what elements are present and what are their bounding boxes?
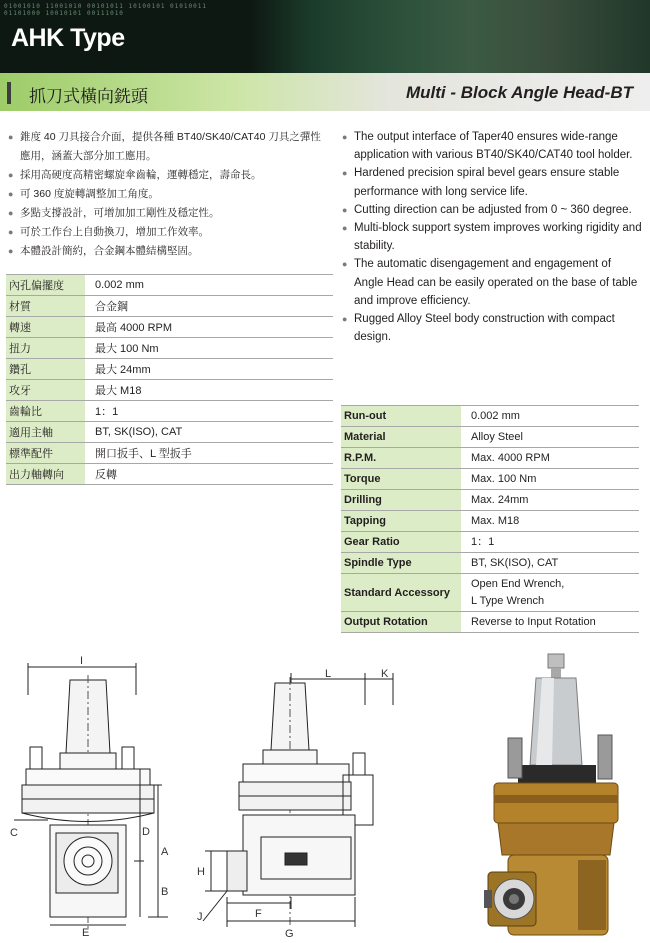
spec-value: 最大 M18 bbox=[85, 380, 333, 401]
spec-value: Max. 4000 RPM bbox=[461, 448, 639, 469]
list-item: ● Rugged Alloy Steel body construction with compact design. bbox=[342, 310, 642, 346]
page-title: AHK Type bbox=[11, 24, 125, 52]
spec-table-english bbox=[341, 405, 639, 633]
table-row bbox=[6, 296, 333, 317]
dim-label-e: E bbox=[82, 927, 90, 939]
list-item: ● Cutting direction can be adjusted from 0 ~ 360 degree. bbox=[342, 201, 642, 219]
table-row bbox=[341, 427, 639, 448]
spec-value: 0.002 mm bbox=[461, 406, 639, 427]
subtitle-english: Multi - Block Angle Head-BT bbox=[406, 83, 633, 102]
table-row bbox=[6, 380, 333, 401]
dim-label-d: D bbox=[142, 826, 150, 838]
list-item: ● 採用高硬度高精密螺旋傘齒輪，運轉穩定，壽命長。 bbox=[8, 166, 328, 185]
list-item: ● 可 360 度旋轉調整加工角度。 bbox=[8, 185, 328, 204]
spec-key: Standard Accessory bbox=[341, 574, 461, 612]
table-row bbox=[341, 511, 639, 532]
table-row bbox=[6, 401, 333, 422]
bullet-icon: ● bbox=[342, 223, 348, 234]
table-row bbox=[341, 532, 639, 553]
dim-label-j: J bbox=[197, 911, 203, 923]
spec-value: 最高 4000 RPM bbox=[85, 317, 333, 338]
header-banner bbox=[0, 0, 650, 73]
spec-key: Torque bbox=[341, 469, 461, 490]
bullet-icon: ● bbox=[342, 259, 348, 270]
spec-key: Tapping bbox=[341, 511, 461, 532]
table-row bbox=[6, 443, 333, 464]
spec-key: 材質 bbox=[6, 296, 85, 317]
spec-value: Max. 24mm bbox=[461, 490, 639, 511]
subtitle-bar bbox=[0, 73, 650, 111]
dim-label-g: G bbox=[285, 928, 294, 940]
spec-key: Spindle Type bbox=[341, 553, 461, 574]
feature-list-chinese bbox=[8, 128, 328, 261]
header-product-photo bbox=[250, 0, 650, 73]
spec-value: 最大 100 Nm bbox=[85, 338, 333, 359]
table-row bbox=[341, 490, 639, 511]
feature-list-english bbox=[342, 128, 642, 346]
table-row bbox=[6, 422, 333, 443]
binary-decoration: 01001010 11001010 00101011 10100101 01010011 01101000 10010101 00111010 bbox=[4, 3, 207, 17]
list-item: ● 本體設計簡約，合金鋼本體結構堅固。 bbox=[8, 242, 328, 261]
product-photo bbox=[478, 650, 638, 940]
spec-value: Max. M18 bbox=[461, 511, 639, 532]
list-item: ● 錐度 40 刀具接合介面，提供各種 BT40/SK40/CAT40 刀具之彈性應用，涵蓋大部分加工應用。 bbox=[8, 128, 328, 166]
bullet-icon: ● bbox=[8, 132, 14, 142]
subtitle-marker bbox=[7, 82, 11, 104]
table-row bbox=[341, 612, 639, 633]
side-view-drawing bbox=[193, 665, 403, 940]
spec-value: 1：1 bbox=[85, 401, 333, 422]
dim-label-h: H bbox=[197, 866, 205, 878]
table-row bbox=[6, 275, 333, 296]
spec-key: 標準配件 bbox=[6, 443, 85, 464]
dim-label-f: F bbox=[255, 908, 262, 920]
spec-key: 鑽孔 bbox=[6, 359, 85, 380]
list-item: ● 多點支撐設計，可增加加工剛性及穩定性。 bbox=[8, 204, 328, 223]
spec-key: 齒輪比 bbox=[6, 401, 85, 422]
spec-key: 攻牙 bbox=[6, 380, 85, 401]
bullet-icon: ● bbox=[342, 132, 348, 142]
spec-value: 最大 24mm bbox=[85, 359, 333, 380]
bullet-icon: ● bbox=[8, 227, 14, 237]
spec-value: Open End Wrench, L Type Wrench bbox=[461, 574, 639, 612]
spec-key: 扭力 bbox=[6, 338, 85, 359]
dim-label-c: C bbox=[10, 827, 18, 839]
bullet-icon: ● bbox=[342, 204, 348, 215]
table-row bbox=[341, 574, 639, 612]
dim-label-a: A bbox=[161, 846, 169, 858]
spec-value: BT, SK(ISO), CAT bbox=[85, 422, 333, 443]
bullet-icon: ● bbox=[342, 314, 348, 325]
spec-key: 轉速 bbox=[6, 317, 85, 338]
spec-value: Alloy Steel bbox=[461, 427, 639, 448]
bullet-icon: ● bbox=[8, 170, 14, 180]
spec-value: BT, SK(ISO), CAT bbox=[461, 553, 639, 574]
table-row bbox=[6, 464, 333, 485]
spec-key: Gear Ratio bbox=[341, 532, 461, 553]
spec-value: 合金鋼 bbox=[85, 296, 333, 317]
list-item: ● The automatic disengagement and engagement of Angle Head can be easily operated on the base of table and improve efficiency. bbox=[342, 255, 642, 310]
dim-label-k: K bbox=[381, 668, 389, 680]
spec-value: Max. 100 Nm bbox=[461, 469, 639, 490]
table-row bbox=[341, 448, 639, 469]
spec-value: 0.002 mm bbox=[85, 275, 333, 296]
table-row bbox=[6, 338, 333, 359]
spec-value: 反轉 bbox=[85, 464, 333, 485]
spec-key: R.P.M. bbox=[341, 448, 461, 469]
table-row bbox=[341, 553, 639, 574]
table-row bbox=[341, 406, 639, 427]
subtitle-chinese: 抓刀式橫向銑頭 bbox=[29, 87, 148, 106]
table-row bbox=[341, 469, 639, 490]
list-item: ● Multi-block support system improves working rigidity and stability. bbox=[342, 219, 642, 255]
front-view-drawing bbox=[8, 655, 188, 940]
bullet-icon: ● bbox=[8, 246, 14, 256]
dim-label-l: L bbox=[325, 668, 332, 680]
spec-key: Material bbox=[341, 427, 461, 448]
spec-key: Run-out bbox=[341, 406, 461, 427]
table-row bbox=[6, 317, 333, 338]
spec-key: Output Rotation bbox=[341, 612, 461, 633]
dim-label-b: B bbox=[161, 886, 169, 898]
bullet-icon: ● bbox=[342, 168, 348, 179]
bullet-icon: ● bbox=[8, 189, 14, 199]
list-item: ● The output interface of Taper40 ensures wide-range application with various BT40/SK40/CAT40 tool holder. bbox=[342, 128, 642, 164]
spec-key: 內孔偏擺度 bbox=[6, 275, 85, 296]
table-row bbox=[6, 359, 333, 380]
spec-value: 開口扳手、L 型扳手 bbox=[85, 443, 333, 464]
spec-table-chinese bbox=[6, 274, 333, 485]
dim-label-i: I bbox=[80, 655, 84, 667]
spec-value: Reverse to Input Rotation bbox=[461, 612, 639, 633]
spec-key: 出力軸轉向 bbox=[6, 464, 85, 485]
list-item: ● Hardened precision spiral bevel gears ensure stable performance with long service life. bbox=[342, 164, 642, 200]
spec-key: 適用主軸 bbox=[6, 422, 85, 443]
spec-key: Drilling bbox=[341, 490, 461, 511]
bullet-icon: ● bbox=[8, 208, 14, 218]
spec-value: 1：1 bbox=[461, 532, 639, 553]
list-item: ● 可於工作台上自動換刀，增加工作效率。 bbox=[8, 223, 328, 242]
